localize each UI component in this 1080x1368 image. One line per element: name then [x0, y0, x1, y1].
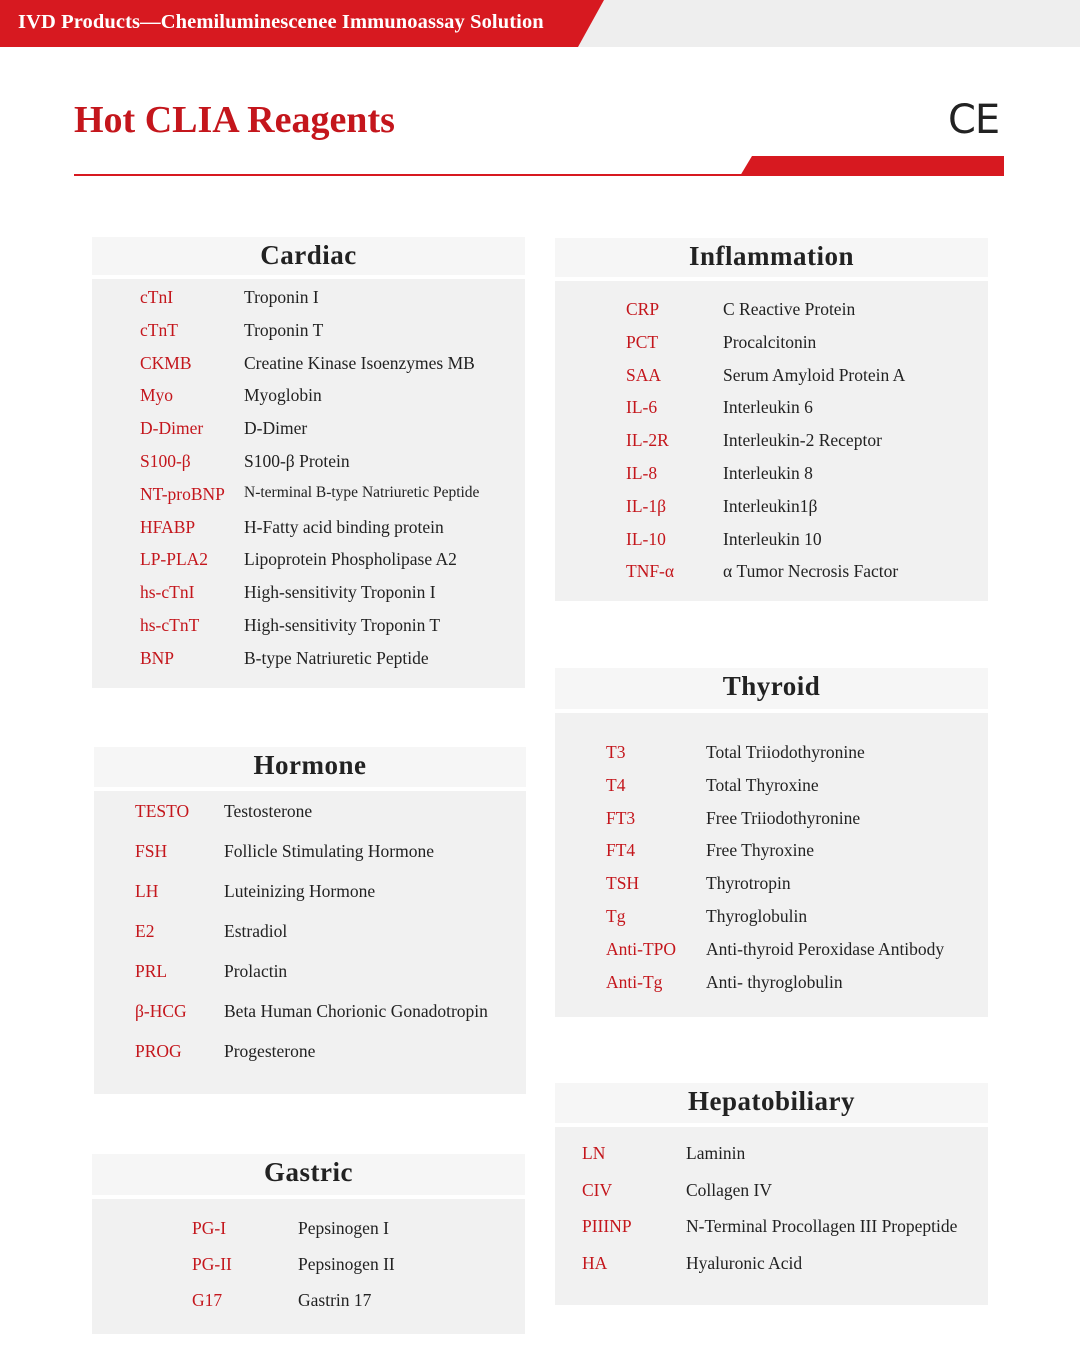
- reagent-abbreviation: IL-10: [626, 528, 666, 549]
- list-item: [94, 1001, 526, 1031]
- list-item: [555, 529, 988, 559]
- reagent-full-name: Troponin T: [244, 319, 324, 340]
- panel-hepatobiliary: [555, 1083, 988, 1305]
- reagent-abbreviation: cTnT: [140, 319, 178, 340]
- list-item: [94, 1041, 526, 1071]
- reagent-full-name: Thyroglobulin: [706, 906, 808, 926]
- list-item: [555, 939, 988, 969]
- reagent-full-name: Interleukin-2 Receptor: [723, 430, 882, 451]
- reagent-full-name: N-Terminal Procollagen III Propeptide: [686, 1216, 958, 1236]
- reagent-full-name: Laminin: [686, 1143, 746, 1163]
- panel-title-inflammation: Inflammation: [555, 238, 988, 281]
- reagent-abbreviation: Myo: [140, 385, 174, 406]
- title-accent-band: [740, 156, 1004, 176]
- list-item: [555, 742, 988, 772]
- reagent-full-name: High-sensitivity Troponin T: [244, 615, 441, 635]
- reagent-abbreviation: D-Dimer: [140, 418, 204, 439]
- reagent-full-name: Interleukin 10: [723, 528, 822, 549]
- reagent-full-name: High-sensitivity Troponin I: [244, 582, 436, 603]
- panel-hormone: [94, 747, 526, 1094]
- reagent-full-name: Follicle Stimulating Hormone: [224, 841, 434, 861]
- list-item: [92, 320, 525, 350]
- list-item: [94, 881, 526, 911]
- reagent-abbreviation: CIV: [582, 1179, 613, 1200]
- reagent-abbreviation: cTnI: [140, 287, 174, 307]
- reagent-full-name: Interleukin1β: [723, 495, 818, 516]
- reagent-abbreviation: FT3: [606, 807, 636, 828]
- list-item: [555, 561, 988, 591]
- list-item: [92, 1218, 525, 1248]
- reagent-abbreviation: hs-cTnI: [140, 582, 195, 603]
- reagent-abbreviation: PG-I: [192, 1218, 227, 1238]
- reagent-full-name: Progesterone: [224, 1041, 316, 1061]
- list-item: [555, 775, 988, 805]
- list-item: [555, 463, 988, 493]
- reagent-abbreviation: BNP: [140, 647, 175, 668]
- reagent-full-name: Thyrotropin: [706, 873, 791, 894]
- reagent-abbreviation: TSH: [606, 873, 640, 894]
- reagent-full-name: D-Dimer: [244, 418, 308, 439]
- reagent-full-name: Anti-thyroid Peroxidase Antibody: [706, 938, 945, 959]
- list-item: [92, 451, 525, 481]
- reagent-abbreviation: FT4: [606, 840, 636, 861]
- list-item: [555, 1180, 988, 1210]
- list-item: [92, 353, 525, 383]
- page-title: Hot CLIA Reagents: [74, 99, 395, 141]
- panel-gastric: [92, 1154, 525, 1334]
- list-item: [555, 873, 988, 903]
- reagent-abbreviation: TNF-α: [626, 561, 675, 582]
- reagent-full-name: Total Thyroxine: [706, 774, 819, 795]
- reagent-abbreviation: Anti-TPO: [606, 938, 676, 959]
- reagent-abbreviation: IL-2R: [626, 430, 669, 451]
- reagent-abbreviation: CKMB: [140, 352, 192, 373]
- list-item: [92, 1290, 525, 1320]
- reagent-full-name: Serum Amyloid Protein A: [723, 364, 906, 385]
- panel-title-hormone: Hormone: [94, 747, 526, 791]
- reagent-full-name: α Tumor Necrosis Factor: [723, 561, 899, 582]
- list-item: [555, 1253, 988, 1283]
- reagent-abbreviation: SAA: [626, 364, 662, 385]
- reagent-full-name: Collagen IV: [686, 1179, 773, 1200]
- list-item: [92, 484, 525, 514]
- reagent-abbreviation: PCT: [626, 331, 659, 352]
- reagent-full-name: Myoglobin: [244, 385, 322, 406]
- list-item: [555, 299, 988, 329]
- list-item: [92, 418, 525, 448]
- reagent-abbreviation: HFABP: [140, 516, 196, 537]
- panel-title-gastric: Gastric: [92, 1154, 525, 1199]
- reagent-full-name: H-Fatty acid binding protein: [244, 516, 444, 537]
- list-item: [555, 840, 988, 870]
- reagent-full-name: Creatine Kinase Isoenzymes MB: [244, 352, 475, 373]
- reagent-full-name: Anti- thyroglobulin: [706, 971, 843, 992]
- reagent-full-name: Estradiol: [224, 921, 288, 941]
- reagent-abbreviation: FSH: [135, 841, 168, 861]
- list-item: [555, 972, 988, 1002]
- reagent-full-name: C Reactive Protein: [723, 299, 856, 319]
- reagent-full-name: Free Thyroxine: [706, 840, 815, 861]
- reagent-abbreviation: β-HCG: [135, 1001, 187, 1021]
- panel-cardiac: [92, 237, 525, 688]
- reagent-full-name: Beta Human Chorionic Gonadotropin: [224, 1001, 488, 1021]
- reagent-abbreviation: CRP: [626, 299, 660, 319]
- panel-thyroid: [555, 668, 988, 1017]
- reagent-full-name: N-terminal B-type Natriuretic Peptide: [244, 483, 480, 501]
- reagent-abbreviation: LP-PLA2: [140, 549, 209, 570]
- reagent-abbreviation: TESTO: [135, 801, 190, 821]
- reagent-abbreviation: S100-β: [140, 451, 191, 471]
- reagent-abbreviation: G17: [192, 1290, 223, 1310]
- top-banner-text: IVD Products—Chemiluminescenee Immunoassay Solution: [18, 11, 544, 33]
- reagent-abbreviation: Tg: [606, 906, 626, 926]
- reagent-abbreviation: HA: [582, 1252, 608, 1273]
- list-item: [92, 582, 525, 612]
- reagent-full-name: Hyaluronic Acid: [686, 1252, 803, 1273]
- reagent-abbreviation: LH: [135, 881, 159, 901]
- reagent-full-name: Pepsinogen II: [298, 1254, 395, 1274]
- reagent-abbreviation: E2: [135, 921, 155, 941]
- reagent-abbreviation: hs-cTnT: [140, 615, 200, 635]
- reagent-full-name: Total Triiodothyronine: [706, 742, 865, 762]
- reagent-abbreviation: PROG: [135, 1041, 182, 1061]
- reagent-abbreviation: LN: [582, 1143, 606, 1163]
- reagent-abbreviation: PIIINP: [582, 1216, 632, 1236]
- panel-title-cardiac: Cardiac: [92, 237, 525, 279]
- list-item: [92, 615, 525, 645]
- reagent-full-name: B-type Natriuretic Peptide: [244, 647, 429, 668]
- list-item: [555, 1216, 988, 1246]
- list-item: [94, 841, 526, 871]
- reagent-full-name: Free Triiodothyronine: [706, 807, 861, 828]
- list-item: [92, 287, 525, 317]
- reagent-abbreviation: T4: [606, 774, 626, 795]
- list-item: [92, 549, 525, 579]
- list-item: [555, 808, 988, 838]
- list-item: [92, 648, 525, 678]
- list-item: [94, 961, 526, 991]
- ce-mark-icon: CE: [948, 97, 1000, 143]
- reagent-full-name: Luteinizing Hormone: [224, 881, 376, 901]
- list-item: [555, 430, 988, 460]
- reagent-abbreviation: T3: [606, 742, 626, 762]
- reagent-full-name: Troponin I: [244, 287, 319, 307]
- list-item: [555, 906, 988, 936]
- list-item: [555, 332, 988, 362]
- reagent-full-name: Gastrin 17: [298, 1290, 372, 1310]
- list-item: [94, 921, 526, 951]
- panel-title-thyroid: Thyroid: [555, 668, 988, 713]
- reagent-full-name: Interleukin 6: [723, 397, 813, 418]
- reagent-full-name: Lipoprotein Phospholipase A2: [244, 549, 457, 570]
- reagent-full-name: Pepsinogen I: [298, 1218, 389, 1238]
- reagent-full-name: Testosterone: [224, 801, 313, 821]
- reagent-full-name: Procalcitonin: [723, 331, 817, 352]
- reagent-abbreviation: Anti-Tg: [606, 971, 663, 992]
- reagent-abbreviation: IL-6: [626, 397, 658, 418]
- list-item: [92, 1254, 525, 1284]
- reagent-abbreviation: IL-8: [626, 463, 658, 483]
- list-item: [92, 517, 525, 547]
- panel-title-hepatobiliary: Hepatobiliary: [555, 1083, 988, 1127]
- reagent-abbreviation: PRL: [135, 961, 168, 981]
- list-item: [555, 365, 988, 395]
- list-item: [555, 397, 988, 427]
- panel-inflammation: [555, 238, 988, 601]
- list-item: [94, 801, 526, 831]
- list-item: [555, 496, 988, 526]
- reagent-full-name: S100-β Protein: [244, 451, 350, 471]
- reagent-abbreviation: IL-1β: [626, 495, 666, 516]
- list-item: [555, 1143, 988, 1173]
- reagent-abbreviation: NT-proBNP: [140, 483, 225, 504]
- reagent-full-name: Prolactin: [224, 961, 288, 981]
- list-item: [92, 385, 525, 415]
- reagent-full-name: Interleukin 8: [723, 463, 813, 483]
- reagent-abbreviation: PG-II: [192, 1254, 232, 1274]
